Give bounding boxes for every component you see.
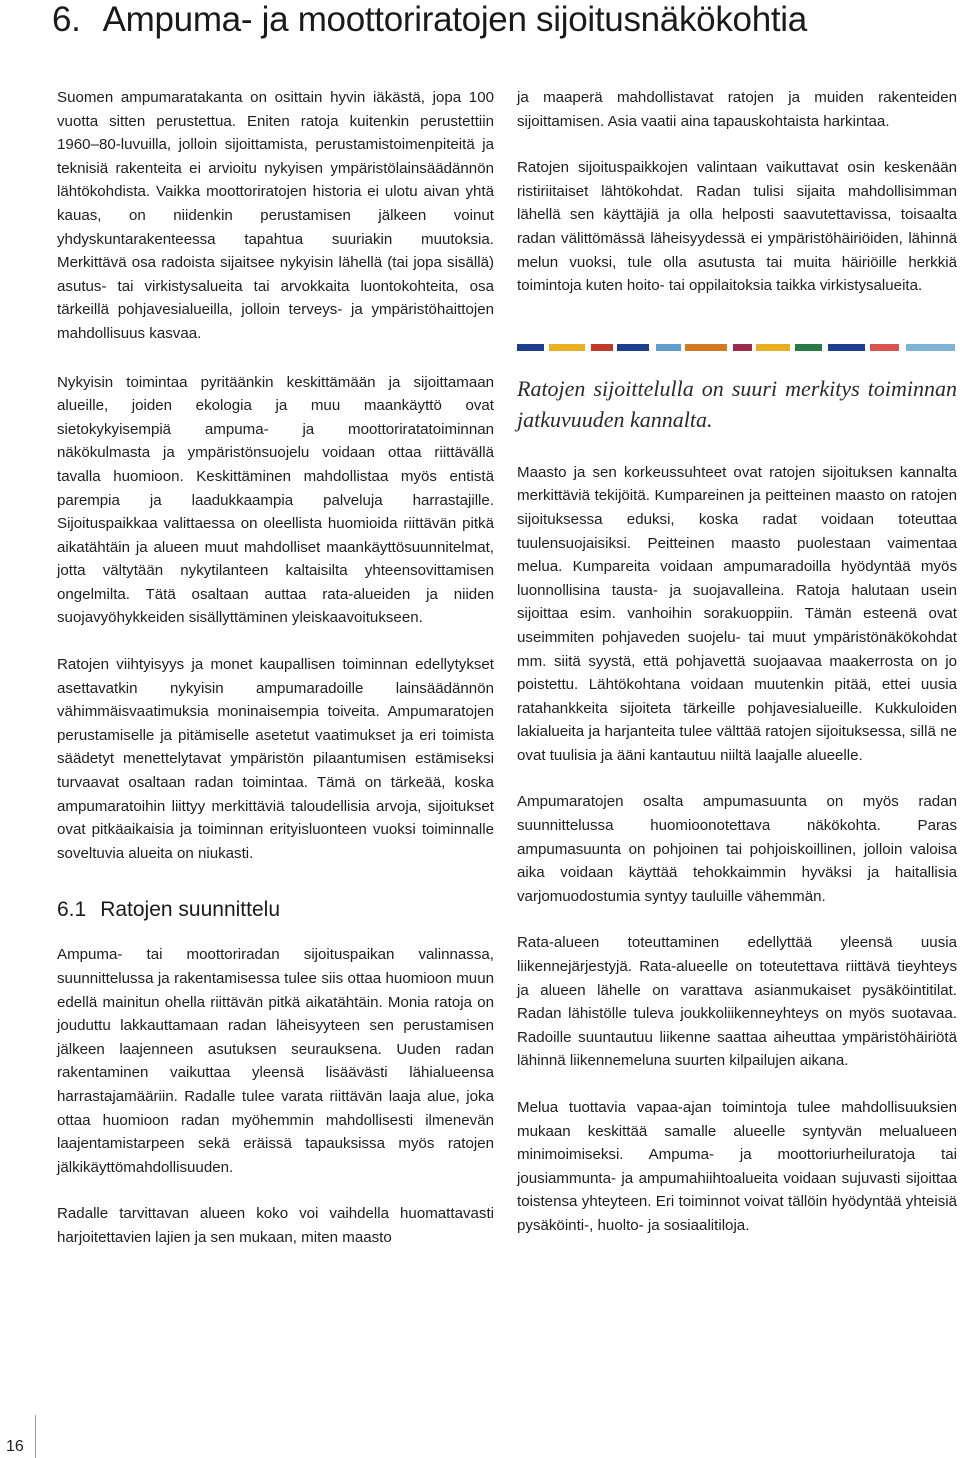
paragraph: Ampumaratojen osalta ampumasuunta on myös radan suunnittelussa huomioonotettava näkökohta. Paras ampumasuunta on pohjoinen tai pohjoiskoillinen, jolloin valoisa aika voidaan käyttää tehokkaimmin hyväksi ja haitallisia varjomuodostumia syntyy tauluille vähemmän. <box>517 793 957 905</box>
color-bar-segment <box>517 344 544 351</box>
paragraph: Ratojen sijoituspaikkojen valintaan vaikuttavat osin keskenään ristiriitaiset lähtökohdat. Radan tulisi sijaita mahdollisimman lähellä sen käyttäjiä ja olla helposti saavutettavissa, toisaalta radan välittömässä läheisyydessä ei ympäristöhäiriöiden, lähinnä melun vuoksi, tule olla asutusta tai muita häiriöille herkkiä toimintoja kuten hoito- tai oppilaitoksia taikka virkistysalueita. <box>517 159 957 295</box>
paragraph: Suomen ampumaratakanta on osittain hyvin iäkästä, jopa 100 vuotta sitten perustettua. Eniten ratoja kuitenkin perustettiin 1960–80-luvuilla, jolloin sijoittamista, perustamistoimenpiteitä ja teknisiä rakenteita ei arvioitu nykyisen ympäristölainsäädännön lähtökohdista. Vaikka moottoriratojen historia ei ulotu aivan yhtä kauas, on niidenkin perustamisen jälkeen voinut yhdyskuntarakenteessa tapahtua suuriakin muutoksia. Merkittävä osa radoista sijaitsee nykyisin lähellä (tai jopa sisällä) asutus- tai virkistysalueita tai arvokkaita luontokohteita, osa tärkeillä pohjavesialueilla, jolloin terveys- ja ympäristöhaittojen mahdollisuus kasvaa. <box>57 89 494 342</box>
right-column <box>517 86 957 1238</box>
color-bar-segment <box>756 344 790 351</box>
section-heading <box>57 897 494 923</box>
paragraph: Rata-alueen toteuttaminen edellyttää yleensä uusia liikennejärjestyjä. Rata-alueelle on toteutettava riittävä tieyhteys ja alueen lähelle on varattava asianmukaiset pysäköintitilat. Radan lähistölle tuleva joukkoliikenneyhteys on myös suotavaa. Radoille suuntautuu liikenne saattaa aiheuttaa ympäristöhäiriötä lähinnä liikennemeluna suurten kilpailujen aikana. <box>517 934 957 1070</box>
page-number: 16 <box>6 1438 24 1455</box>
color-bar-segment <box>649 344 656 351</box>
section-number: 6.1 <box>57 898 87 922</box>
color-bar-segment <box>795 344 822 351</box>
color-bar-segment <box>617 344 649 351</box>
color-bar-segment <box>591 344 613 351</box>
color-bar-segment <box>549 344 586 351</box>
color-bar-segment <box>828 344 865 351</box>
color-bar-segment <box>899 344 906 351</box>
paragraph: Ratojen viihtyisyys ja monet kaupallisen toiminnan edellytykset asettavatkin nykyisin ampumaradoille lainsäädännön vähimmäisvaatimuksia moninaisempia toiveita. Ampumaratojen perustamiselle ja pitämiselle asetetut vaatimukset ja eri toimista säädetyt menettelytavat ympäristön pilaantumisen estämiseksi turvaavat osaltaan radan toimintaa. Tämä on tärkeää, koska ampumaratoihin liittyy merkittäviä taloudellisia arvoja, sijoitukset ovat pitkäaikaisia ja toiminnan erityisluonteen vuoksi toiminnalle soveltuvia alueita on niukasti. <box>57 656 494 862</box>
pull-quote: Ratojen sijoittelulla on suuri merkitys toiminnan jatkuvuuden kannalta. <box>517 375 957 432</box>
color-bar-segment <box>733 344 753 351</box>
paragraph: ja maaperä mahdollistavat ratojen ja muiden rakenteiden sijoittamisen. Asia vaatii aina tapauskohtaista harkintaa. <box>517 89 957 130</box>
paragraph: Melua tuottavia vapaa-ajan toimintoja tulee mahdollisuuksien mukaan keskittää samalle alueelle syntyvän melualueen minimoimiseksi. Ampuma- ja moottoriurheiluratoja tai jousiammunta- ja ampumahiihtoalueita voidaan sujuvasti sijoittaa toistensa yhteyteen. Eri toiminnot voivat tällöin hyödyntää yhteisiä pysäköinti-, huolto- ja sosiaalitiloja. <box>517 1099 957 1234</box>
color-bar-segment <box>870 344 899 351</box>
section-title: Ratojen suunnittelu <box>100 898 280 922</box>
paragraph: Maasto ja sen korkeussuhteet ovat ratojen sijoituksen kannalta merkittäviä tekijöitä. Kumpareinen ja peitteinen maasto on ratojen sijoituksessa eduksi, koska radat voidaan toteuttaa tuulensuojaisiksi. Peitteinen maasto puolestaan vaimentaa melua. Kumpareita voidaan ampumaradoilla hyödyntää myös luonnollisina tausta- ja suojavalleina. Ratoja halutaan usein sijoittaa esim. vanhoihin sorakuoppiin. Tämän esteenä ovat useimmiten pohjaveden suojelu- tai muut ympäristönäkökohdat mm. siitä syystä, että pohjavettä suojaavaa maakerrosta on jo poistettu. Lähtökohtana voidaan muutenkin pitää, ettei uusia ratahankkeita sijoiteta tärkeille pohjavesialueille. Kukkuloiden lakialueita ja harjanteita tulee välttää ratojen sijoituksessa, sillä ne ovat tuulisia ja ääni kantautuu niiltä laajalle alueelle. <box>517 463 957 764</box>
decorative-color-bar <box>517 344 955 351</box>
left-column <box>57 86 494 1250</box>
chapter-number: 6. <box>52 0 81 39</box>
page-title <box>52 0 807 40</box>
paragraph: Nykyisin toimintaa pyritäänkin keskittämään ja sijoittamaan alueille, joiden ekologia ja muu maankäyttö ovat sietokykyisempiä ampuma- ja moottoriratatoiminnan näkökulmasta ja ympäristönsuojelu voidaan ottaa riittävällä tavalla huomioon. Keskittäminen mahdollistaa myös entistä parempia ja laadukkaampia palveluja harrastajille. Sijoituspaikkaa valittaessa on oleellista huomioida riittävän pitkä aikatähtäin ja alueen muut mahdolliset maankäyttösuunnitelmat, jotta vältytään nykytilanteen kaltaisilta yhteensovittamisen ongelmilta. Tätä osaltaan auttaa rata-alueiden ja niiden suojavyöhykkeiden sisällyttäminen yleiskaavoitukseen. <box>57 373 494 627</box>
paragraph: Radalle tarvittavan alueen koko voi vaihdella huomattavasti harjoitettavien lajien ja sen mukaan, miten maasto <box>57 1205 494 1246</box>
paragraph: Ampuma- tai moottoriradan sijoituspaikan valinnassa, suunnittelussa ja rakentamisessa tulee siis ottaa huomioon muun edellä mainitun ohella riittävän pitkä aikatähtäin. Monia ratoja on jouduttu lakkauttamaan radan läheisyyteen sen perustamisen jälkeen laajenneen asutuksen seurauksena. Uuden radan rakentaminen vaikuttaa yleensä lisäävästi lähialueensa harrastajamääriin. Radalle tulee varata riittävän laaja alue, joka ottaa huomioon radan myöhemmin mahdollisesti ilmenevän laajentamistarpeen sekä eräissä tapauksissa myös ratojen jälkikäyttömahdollisuuden. <box>57 946 494 1176</box>
chapter-title: Ampuma- ja moottoriratojen sijoitusnäkökohtia <box>102 0 807 39</box>
page-number-divider <box>35 1415 36 1458</box>
color-bar-segment <box>906 344 955 351</box>
color-bar-segment <box>685 344 726 351</box>
color-bar-segment <box>656 344 680 351</box>
